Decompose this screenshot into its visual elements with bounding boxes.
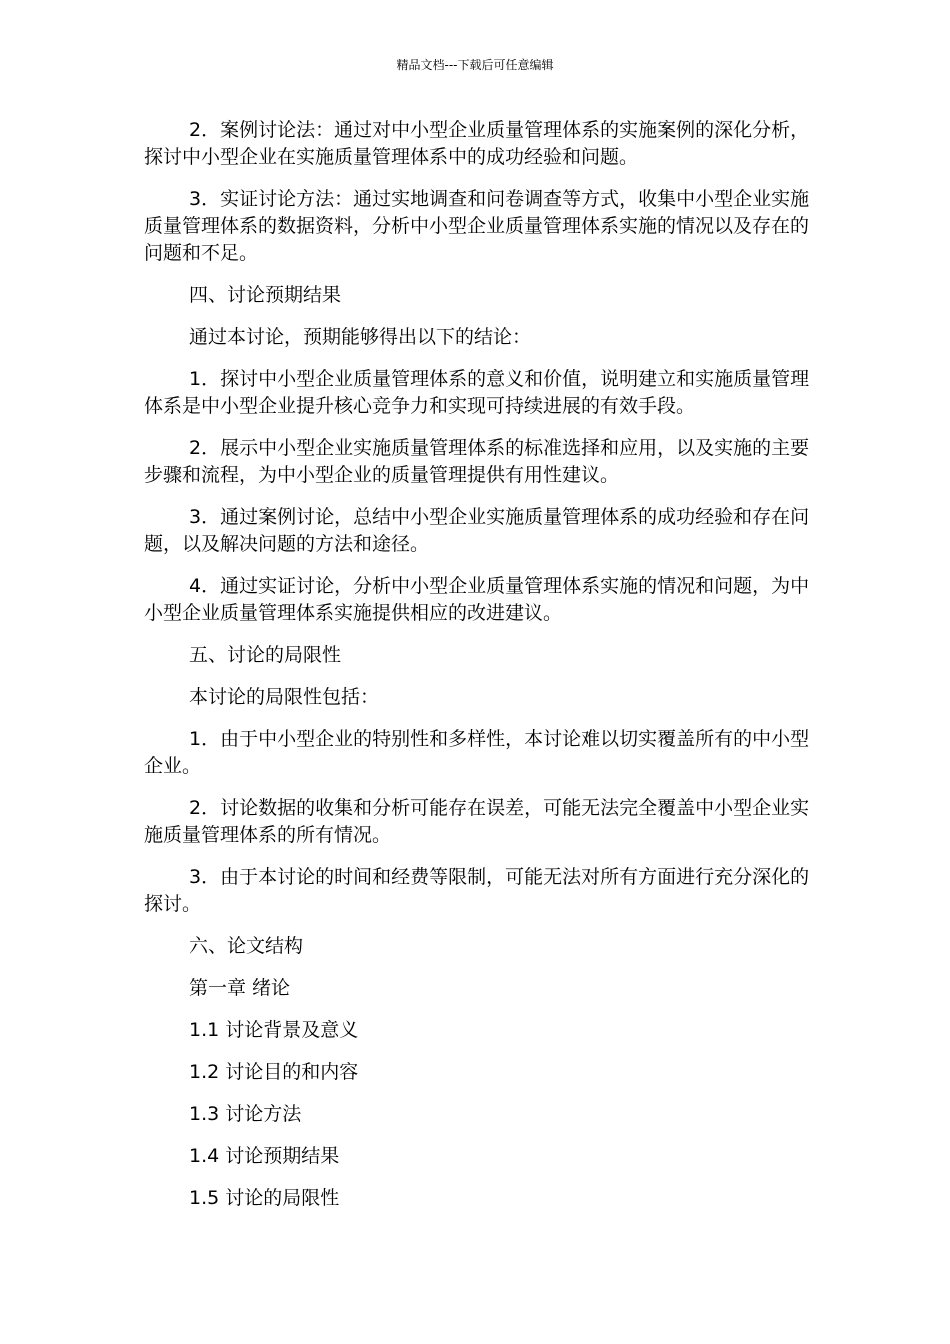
- paragraph-expected-1: 1．探讨中小型企业质量管理体系的意义和价值，说明建立和实施质量管理体系是中小型企业提升核心竞争力和实现可持续进展的有效手段。: [144, 368, 810, 417]
- toc-item-1-5: 1.5 讨论的局限性: [189, 1187, 340, 1209]
- section-heading-expected-results: 四、讨论预期结果: [189, 284, 342, 306]
- paragraph-expected-intro: 通过本讨论，预期能够得出以下的结论：: [189, 326, 532, 348]
- toc-item-1-4: 1.4 讨论预期结果: [189, 1145, 340, 1167]
- toc-item-1-2: 1.2 讨论目的和内容: [189, 1061, 359, 1083]
- paragraph-limitation-1: 1．由于中小型企业的特别性和多样性，本讨论难以切实覆盖所有的中小型企业。: [144, 728, 810, 777]
- paragraph-limitations-intro: 本讨论的局限性包括：: [189, 686, 380, 708]
- paragraph-expected-2: 2．展示中小型企业实施质量管理体系的标准选择和应用，以及实施的主要步骤和流程，为中小型企业的质量管理提供有用性建议。: [144, 437, 810, 486]
- toc-item-1-3: 1.3 讨论方法: [189, 1103, 302, 1125]
- chapter-1-title: 第一章 绪论: [189, 977, 291, 999]
- section-heading-thesis-structure: 六、论文结构: [189, 935, 304, 957]
- paragraph-limitation-2: 2．讨论数据的收集和分析可能存在误差，可能无法完全覆盖中小型企业实施质量管理体系的所有情况。: [144, 797, 810, 846]
- paragraph-expected-3: 3．通过案例讨论，总结中小型企业实施质量管理体系的成功经验和存在问题，以及解决问题的方法和途径。: [144, 506, 810, 555]
- toc-item-1-1: 1.1 讨论背景及意义: [189, 1019, 359, 1041]
- paragraph-limitation-3: 3．由于本讨论的时间和经费等限制，可能无法对所有方面进行充分深化的探讨。: [144, 866, 810, 915]
- paragraph-case-study-method: 2．案例讨论法：通过对中小型企业质量管理体系的实施案例的深化分析，探讨中小型企业在实施质量管理体系中的成功经验和问题。: [144, 119, 810, 168]
- paragraph-expected-4: 4．通过实证讨论，分析中小型企业质量管理体系实施的情况和问题，为中小型企业质量管理体系实施提供相应的改进建议。: [144, 575, 810, 624]
- paragraph-empirical-method: 3．实证讨论方法：通过实地调查和问卷调查等方式，收集中小型企业实施质量管理体系的数据资料，分析中小型企业质量管理体系实施的情况以及存在的问题和不足。: [144, 188, 810, 264]
- section-heading-limitations: 五、讨论的局限性: [189, 644, 342, 666]
- page-header: 精品文档---下载后可任意编辑: [396, 58, 554, 72]
- document-body: [144, 117, 812, 1227]
